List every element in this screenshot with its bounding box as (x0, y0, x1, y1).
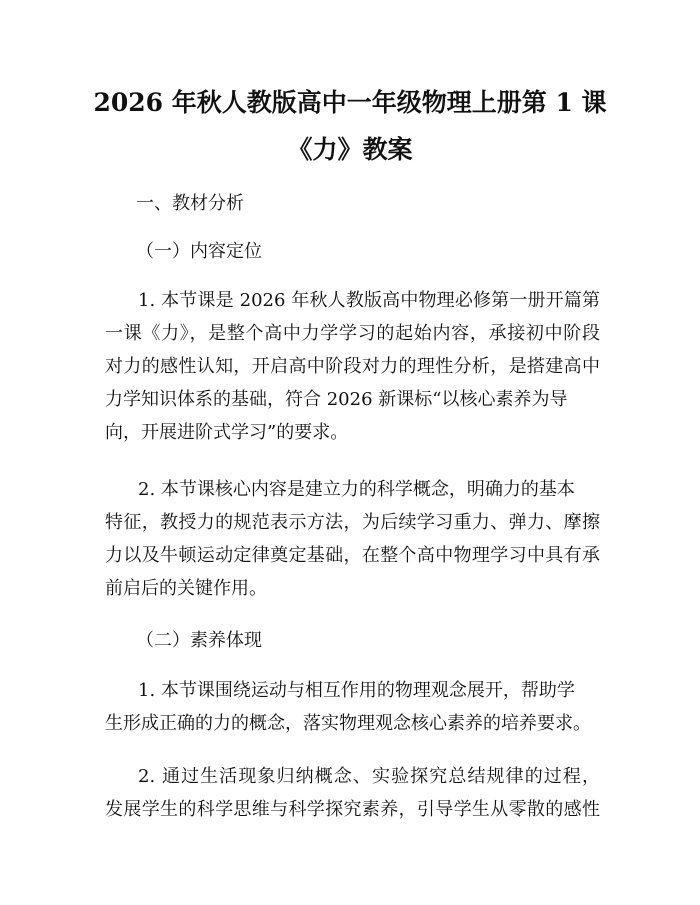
paragraph-line: 力以及牛顿运动定律奠定基础，在整个高中物理学习中具有承 (105, 545, 600, 566)
paragraph-line: 2. 本节课核心内容是建立力的科学概念，明确力的基本 (138, 479, 575, 500)
paragraph-line: 对力的感性认知，开启高中阶段对力的理性分析，是搭建高中 (105, 356, 600, 377)
document-title-line-1: 2026 年秋人教版高中一年级物理上册第 1 课 (93, 88, 607, 117)
paragraph-line: 前启后的关键作用。 (105, 578, 267, 599)
paragraph-line: 特征，教授力的规范表示方法，为后续学习重力、弹力、摩擦 (105, 512, 600, 533)
paragraph-line: 向，开展进阶式学习”的要求。 (105, 422, 349, 443)
paragraph-line: 1. 本节课是 2026 年秋人教版高中物理必修第一册开篇第 (138, 290, 600, 311)
subsection-heading-literacy-embodiment: （二）素养体现 (136, 630, 262, 651)
subsection-heading-content-positioning: （一）内容定位 (136, 241, 262, 262)
paragraph-line: 一课《力》，是整个高中力学学习的起始内容，承接初中阶段 (105, 323, 600, 344)
paragraph-line: 生形成正确的力的概念，落实物理观念核心素养的培养要求。 (105, 713, 591, 734)
section-heading-textbook-analysis: 一、教材分析 (136, 193, 244, 214)
paragraph-line: 2. 通过生活现象归纳概念、实验探究总结规律的过程， (138, 766, 600, 787)
paragraph-line: 力学知识体系的基础，符合 2026 新课标“以核心素养为导 (105, 389, 568, 410)
paragraph-line: 1. 本节课围绕运动与相互作用的物理观念展开，帮助学 (138, 680, 575, 701)
document-title-line-2: 《力》教案 (287, 135, 413, 164)
paragraph-line: 发展学生的科学思维与科学探究素养，引导学生从零散的感性 (105, 799, 600, 820)
